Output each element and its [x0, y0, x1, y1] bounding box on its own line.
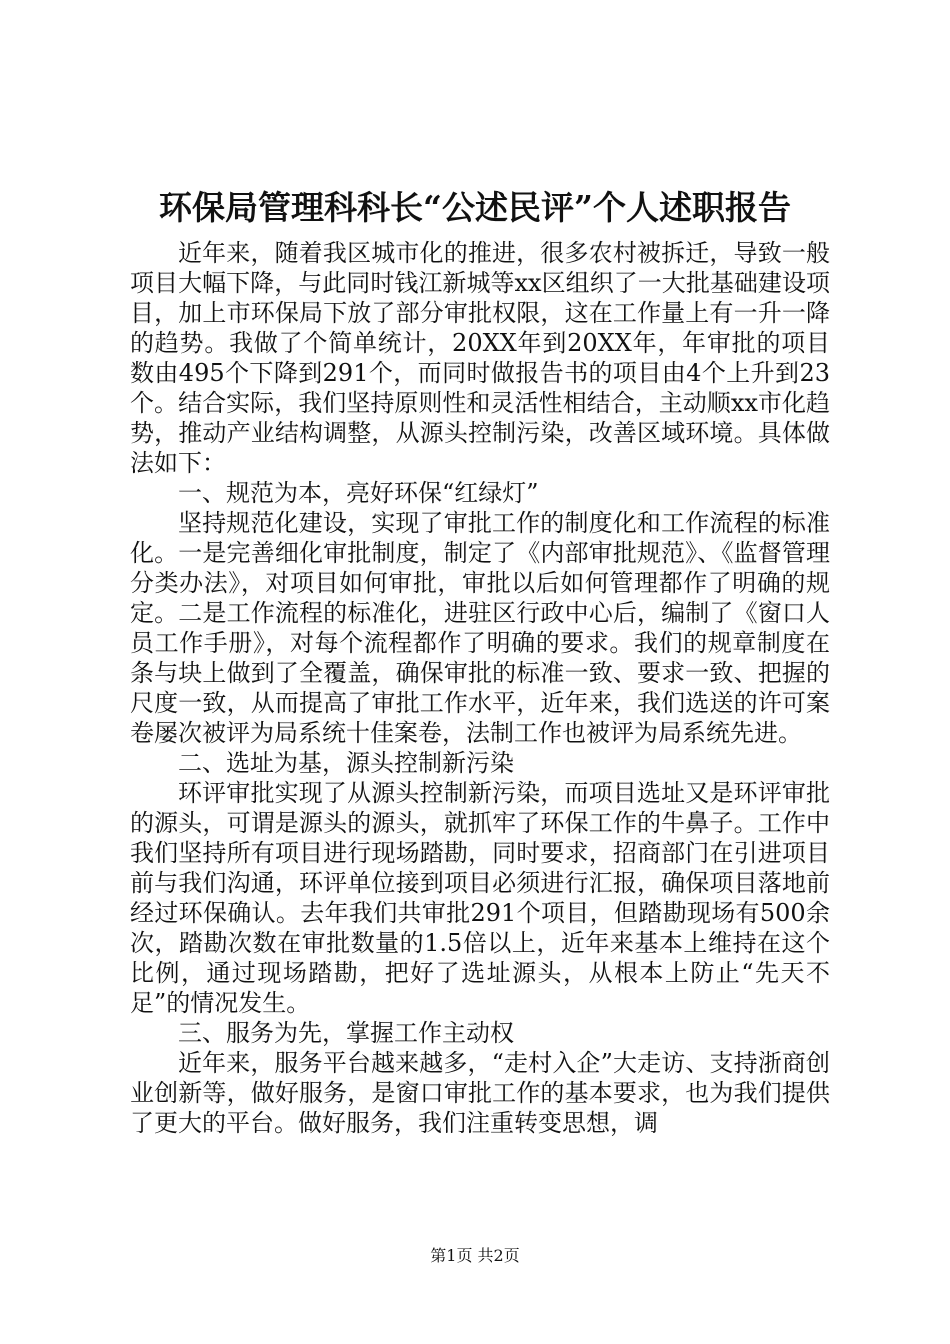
page-number: 第1页 [430, 1246, 473, 1265]
page-footer [0, 1245, 950, 1267]
paragraph-section-1: 坚持规范化建设，实现了审批工作的制度化和工作流程的标准化。一是完善细化审批制度，制定了《内部审批规范》、《监督管理分类办法》，对项目如何审批，审批以后如何管理都作了明确的规定。二是工作流程的标准化，进驻区行政中心后，编制了《窗口人员工作手册》，对每个流程都作了明确的要求。我们的规章制度在条与块上做到了全覆盖，确保审批的标准一致、要求一致、把握的尺度一致，从而提高了审批工作水平，近年来，我们选送的许可案卷屡次被评为局系统十佳案卷，法制工作也被评为局系统先进。 [130, 509, 830, 747]
page-total: 共2页 [477, 1246, 520, 1265]
section-heading-2: 二、选址为基，源头控制新污染 [178, 749, 514, 777]
section-heading-1: 一、规范为本，亮好环保“红绿灯” [178, 479, 539, 507]
paragraph-intro: 近年来，随着我区城市化的推进，很多农村被拆迁，导致一般项目大幅下降，与此同时钱江新城等xx区组织了一大批基础建设项目，加上市环保局下放了部分审批权限，这在工作量上有一升一降的趋势。我做了个简单统计，20XX年到20XX年，年审批的项目数由495个下降到291个，而同时做报告书的项目由4个上升到23个。结合实际，我们坚持原则性和灵活性相结合，主动顺xx市化趋势，推动产业结构调整，从源头控制污染，改善区域环境。具体做法如下： [130, 239, 830, 477]
document-body [130, 238, 830, 1138]
paragraph-section-2: 环评审批实现了从源头控制新污染，而项目选址又是环评审批的源头，可谓是源头的源头，就抓牢了环保工作的牛鼻子。工作中我们坚持所有项目进行现场踏勘，同时要求，招商部门在引进项目前与我们沟通，环评单位接到项目必须进行汇报，确保项目落地前经过环保确认。去年我们共审批291个项目，但踏勘现场有500余次，踏勘次数在审批数量的1.5倍以上，近年来基本上维持在这个比例，通过现场踏勘，把好了选址源头，从根本上防止“先天不足”的情况发生。 [130, 779, 830, 1017]
document-title: 环保局管理科科长“公述民评”个人述职报告 [159, 188, 791, 227]
section-heading-3: 三、服务为先，掌握工作主动权 [178, 1019, 514, 1047]
paragraph-section-3: 近年来，服务平台越来越多，“走村入企”大走访、支持浙商创业创新等，做好服务，是窗口审批工作的基本要求，也为我们提供了更大的平台。做好服务，我们注重转变思想，调 [130, 1049, 830, 1137]
